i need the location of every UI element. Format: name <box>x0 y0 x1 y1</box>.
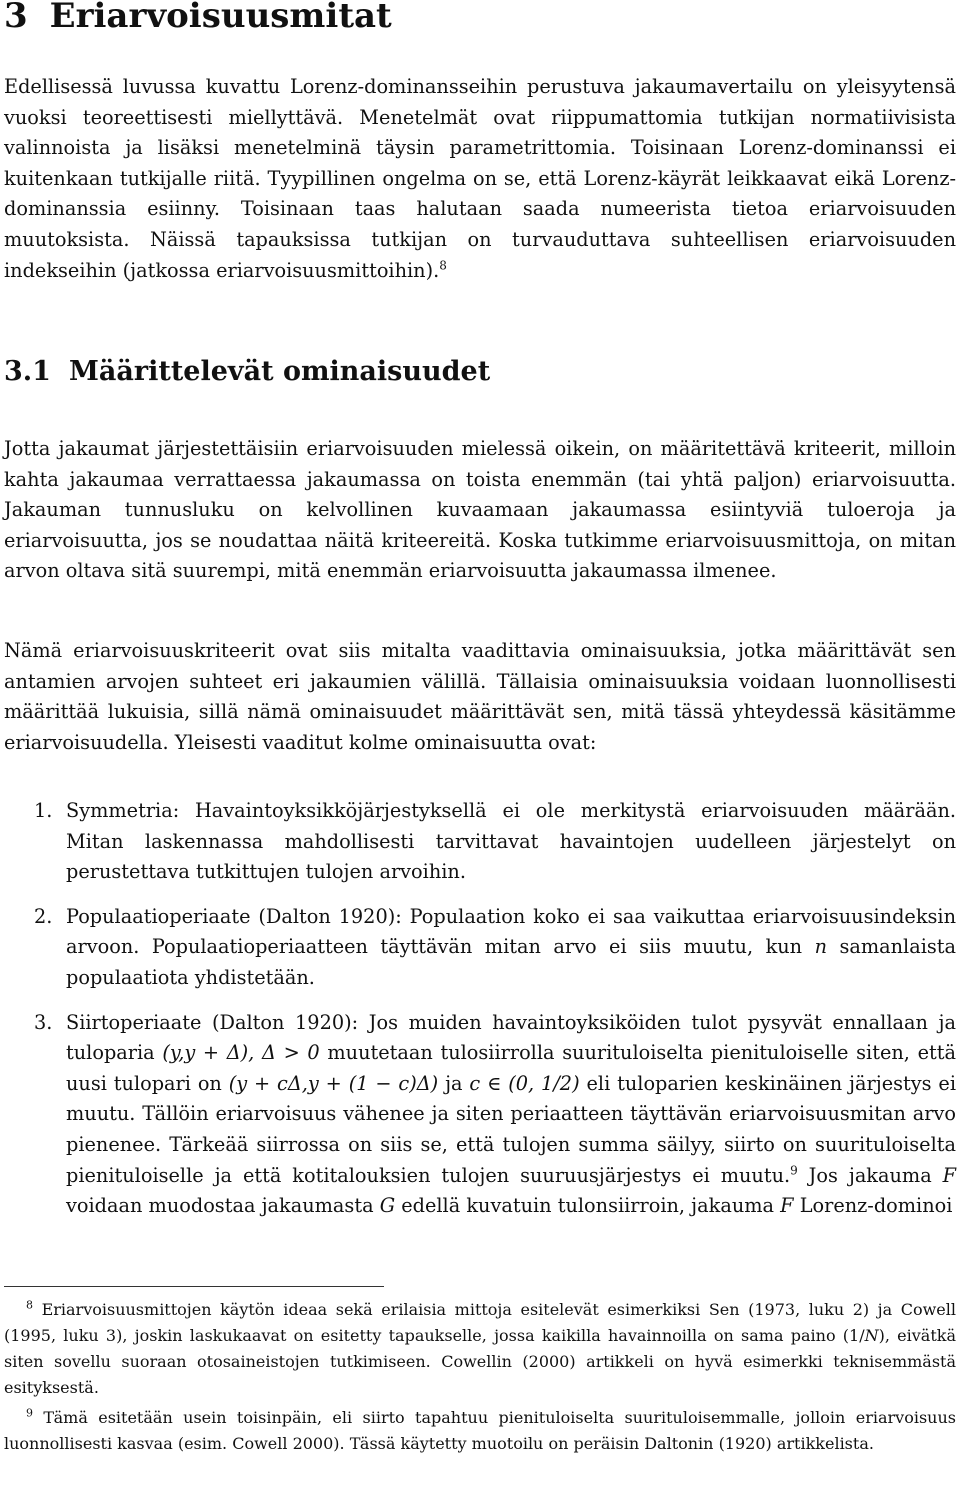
section-title-text: Määrittelevät ominaisuudet <box>68 356 491 387</box>
text-segment: Lorenz-dominoi <box>793 1194 953 1218</box>
list-marker: 3. <box>34 1010 53 1034</box>
math-variable-g: G <box>379 1194 396 1218</box>
footnote-ref-9[interactable]: 9 <box>790 1163 798 1178</box>
footnote-9 <box>4 1405 956 1457</box>
chapter-number: 3 <box>4 0 28 36</box>
text-segment: samanlaista populaatiota yhdistetään. <box>66 935 957 989</box>
text-segment: eli tuloparien keskinäinen järjestys ei muutu. Tällöin eriarvoisuus vähenee ja siten periaatteen täyttävän eriarvoisuusmitan arvo pienenee. Tärkeää siirrossa on siis se, että tulojen summa säilyy, siirto on suurituloiselta pienituloiselle ja että kotitalouksien tulojen suuruusjärjestys ei muutu. <box>66 1071 956 1187</box>
math-variable-f: F <box>780 1194 794 1218</box>
chapter-title <box>4 0 392 36</box>
intro-text: Edellisessä luvussa kuvattu Lorenz-dominansseihin perustuva jakaumavertailu on yleisyytensä vuoksi teoreettisesti miellyttävä. Menetelmät ovat riippumattomia tutkijan normatiivisista valinnoista ja lisäksi menetelminä täysin parametrittomia. Toisinaan Lorenz-dominanssi ei kuitenkaan tutkijalle riitä. Tyypillinen ongelma on se, että Lorenz-käyrät leikkaavat eikä Lorenz-dominanssia esiinny. Toisinaan taas halutaan saada numeerista tietoa eriarvoisuuden muutoksista. Näissä tapauksissa tutkijan on turvauduttava suhteellisen eriarvoisuuden indekseihin (jatkossa eriarvoisuusmittoihin). <box>4 75 956 282</box>
text-segment: Jos jakauma <box>797 1163 943 1187</box>
math-pair-2: (y + cΔ,y + (1 − c)Δ) <box>228 1071 439 1095</box>
list-marker: 1. <box>34 799 53 822</box>
list-item-text: Symmetria: Havaintoyksikköjärjestyksellä ei ole merkitystä eriarvoisuuden määrään. Mitan laskennassa mahdollisesti tarvittavat havaintojen uudelleen järjestelyt on perustettava tutkittujen tulojen arvoihin. <box>66 799 956 884</box>
text-segment: muutetaan tulosiirrolla suurituloiselta pienituloiselle siten, että uusi tulopari on <box>66 1041 956 1095</box>
list-marker: 2. <box>34 904 53 928</box>
list-item-text <box>66 902 956 994</box>
list-item-symmetry <box>4 796 956 888</box>
footnote-ref-8[interactable]: 8 <box>439 258 447 273</box>
text-segment: voidaan muodostaa jakaumasta <box>66 1194 380 1218</box>
math-variable-n: n <box>814 935 827 959</box>
footnotes <box>4 1297 956 1461</box>
footnote-mark: 8 <box>26 1298 33 1312</box>
text-segment: Populaatioperiaate (Dalton 1920): Populaation koko ei saa vaikuttaa eriarvoisuusindeksin arvoon. Populaatioperiaatteen täyttävän mitan arvo ei siis muutu, kun <box>66 904 956 959</box>
intro-paragraph <box>4 72 956 286</box>
math-variable-n: N <box>864 1326 879 1345</box>
text-segment: Eriarvoisuusmittojen käytön ideaa sekä erilaisia mittoja esitelevät esimerkiksi Sen (1973, luku 2) ja Cowell (1995, luku 3), joskin laskukaavat on esitetty tapaukselle, jossa kaikilla havainnoilla on sama paino (1/ <box>4 1300 956 1345</box>
math-pair-1: (y,y + Δ), Δ > 0 <box>162 1041 320 1065</box>
text-segment: ), eivätkä siten sovellu suoraan otosaineistojen tutkimiseen. Cowellin (2000) artikkeli on hyvä esimerkki teknisemmästä esityksestä. <box>4 1326 956 1397</box>
paragraph-properties: Nämä eriarvoisuuskriteerit ovat siis mitalta vaadittavia ominaisuuksia, jotka määrittävät sen antamien arvojen suhteet eri jakaumien välillä. Tällaisia ominaisuuksia voidaan luonnollisesti määrittää lukuisia, sillä nämä ominaisuudet määrittävät sen, mitä tässä yhteydessä käsitämme eriarvoisuudella. Yleisesti vaaditut kolme ominaisuutta ovat: <box>4 639 956 754</box>
text-segment: edellä kuvatuin tulonsiirroin, jakauma <box>395 1194 781 1218</box>
text-segment: ja <box>438 1071 470 1095</box>
paragraph-criteria: Jotta jakaumat järjestettäisiin eriarvoisuuden mielessä oikein, on määritettävä kriteerit, milloin kahta jakaumaa verrattaessa jakaumassa on toista enemmän (tai yhtä paljon) eriarvoisuutta. Jakauman tunnusluku on kelvollinen kuvaamaan jakaumassa esiintyviä tuloeroja ja eriarvoisuutta, jos se noudattaa näitä kriteereitä. Koska tutkimme eriarvoisuusmittoja, on mitan arvon oltava sitä suurempi, mitä enemmän eriarvoisuutta jakaumassa ilmenee. <box>4 437 956 583</box>
list-item-population <box>4 902 956 994</box>
list-item-transfer <box>4 1008 956 1222</box>
footnote-8 <box>4 1297 956 1401</box>
section-number: 3.1 <box>4 356 51 387</box>
list-item-text <box>66 1008 956 1222</box>
section-title <box>4 354 490 390</box>
text-segment: Tämä esitetään usein toisinpäin, eli siirto tapahtuu pienituloiselta suurituloisemmalle, jolloin eriarvoisuus luonnollisesti kasvaa (esim. Cowell 2000). Tässä käytetty muotoilu on peräisin Daltonin (1920) artikkelista. <box>4 1408 956 1453</box>
properties-list <box>4 796 956 1236</box>
math-condition: c ∈ (0, 1/2) <box>469 1071 580 1095</box>
footnote-divider <box>4 1286 384 1287</box>
footnote-mark: 9 <box>26 1406 33 1420</box>
math-variable-f: F <box>942 1163 956 1187</box>
chapter-title-text: Eriarvoisuusmitat <box>49 0 392 36</box>
text-segment: Siirtoperiaate (Dalton 1920): Jos muiden havaintoyksiköiden tulot pysyvät ennallaan ja tuloparia <box>66 1010 956 1065</box>
